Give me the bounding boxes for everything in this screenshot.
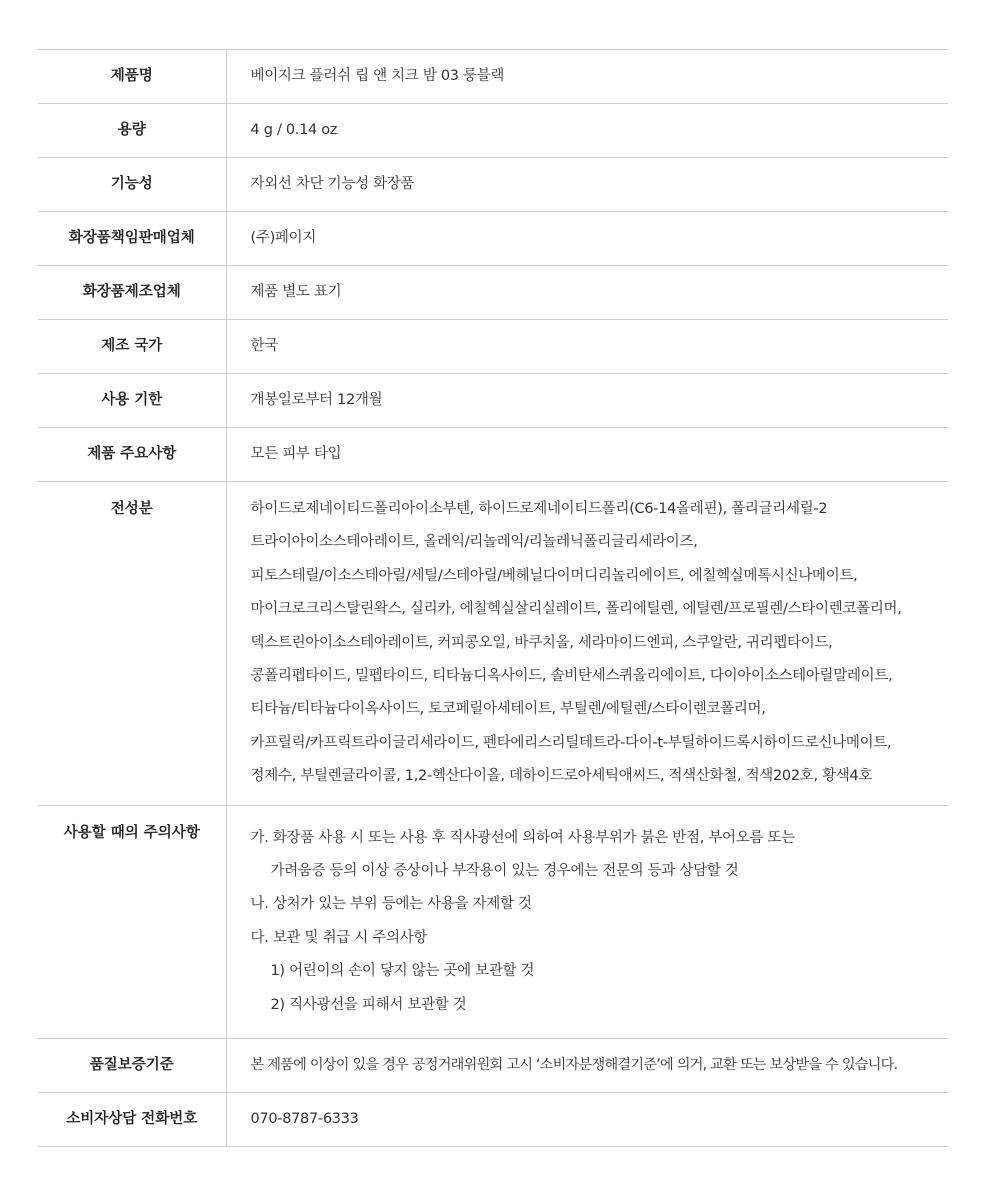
- caution-line: 가려움증 등의 이상 증상이나 부작용이 있는 경우에는 전문의 등과 상담할 것: [270, 863, 739, 880]
- info-row-ingredients: [38, 482, 948, 806]
- ingredients-line: 트라이아이소스테아레이트, 올레익/리놀레익/리놀레닉폴리글리세라이즈,: [250, 534, 698, 551]
- info-row-key-notes: [38, 428, 948, 482]
- row-value: (주)페이지: [250, 230, 317, 246]
- caution-line: 가. 화장품 사용 시 또는 사용 후 직사광선에 의하여 사용부위가 붉은 반점, 부어오름 또는: [250, 829, 795, 846]
- info-row-consumer-phone: [38, 1093, 948, 1147]
- row-label: 전성분: [38, 482, 226, 806]
- info-row-product-name: [38, 50, 948, 104]
- ingredients-line: 마이크로크리스탈린왁스, 실리카, 에칠헥실살리실레이트, 폴리에틸렌, 에틸렌/프로필렌/스타이렌코폴리머,: [250, 601, 902, 618]
- row-label: 사용할 때의 주의사항: [38, 805, 226, 1038]
- row-value: 한국: [250, 338, 278, 354]
- row-value: 모든 피부 타입: [250, 446, 342, 462]
- ingredients-line: 카프릴릭/카프릭트라이글리세라이드, 펜타에리스리틸테트라-다이-t-부틸하이드록시하이드로신나메이트,: [250, 734, 892, 751]
- row-label: 제조 국가: [38, 320, 226, 374]
- info-row-volume: [38, 104, 948, 158]
- product-info-table: [38, 49, 948, 1147]
- info-row-country: [38, 320, 948, 374]
- row-label: 제품 주요사항: [38, 428, 226, 482]
- ingredients-line: 덱스트린아이소스테아레이트, 커피콩오일, 바쿠치올, 세라마이드엔피, 스쿠알란, 귀리펩타이드,: [250, 634, 833, 651]
- ingredients-line: 티타늄/티타늄다이옥사이드, 토코페릴아세테이트, 부틸렌/에틸렌/스타이렌코폴리머,: [250, 701, 766, 718]
- ingredients-line: 하이드로제네이티드폴리아이소부텐, 하이드로제네이티드폴리(C6-14올레핀), 폴리글리세릴-2: [250, 501, 828, 517]
- caution-line: 다. 보관 및 취급 시 주의사항: [250, 929, 428, 946]
- phone-number: 070-8787-6333: [250, 1111, 359, 1128]
- row-value: 본 제품에 이상이 있을 경우 공정거래위원회 고시 ‘소비자분쟁해결기준’에 의거, 교환 또는 보상받을 수 있습니다.: [250, 1057, 898, 1074]
- cautions-list: [226, 805, 948, 1038]
- info-row-responsible-seller: [38, 212, 948, 266]
- row-label: 품질보증기준: [38, 1039, 226, 1093]
- row-label: 제품명: [38, 50, 226, 104]
- ingredients-line: 콩폴리펩타이드, 밀펩타이드, 티타늄디옥사이드, 솔비탄세스퀴올리에이트, 다이아이소스테아릴말레이트,: [250, 668, 893, 685]
- info-row-cautions: [38, 805, 948, 1038]
- row-label: 소비자상담 전화번호: [38, 1093, 226, 1147]
- info-row-functionality: [38, 158, 948, 212]
- info-row-manufacturer: [38, 266, 948, 320]
- info-row-expiry: [38, 374, 948, 428]
- row-label: 화장품제조업체: [38, 266, 226, 320]
- row-value: 제품 별도 표기: [250, 284, 342, 300]
- ingredients-line: 정제수, 부틸렌글라이콜, 1,2-헥산다이올, 데하이드로아세틱애씨드, 적색산화철, 적색202호, 황색4호: [250, 768, 873, 785]
- caution-line: 2) 직사광선을 피해서 보관할 것: [270, 996, 467, 1013]
- row-value: 자외선 차단 기능성 화장품: [250, 176, 415, 192]
- row-value: 개봉일로부터 12개월: [250, 392, 383, 408]
- ingredients-list: [226, 482, 948, 806]
- caution-line: 1) 어린이의 손이 닿지 않는 곳에 보관할 것: [270, 963, 535, 980]
- info-row-quality-standard: [38, 1039, 948, 1093]
- ingredients-line: 피토스테릴/이소스테아릴/세틸/스테아릴/베헤닐다이머디리놀리에이트, 에칠헥실메톡시신나메이트,: [250, 567, 858, 584]
- row-label: 용량: [38, 104, 226, 158]
- row-label: 화장품책임판매업체: [38, 212, 226, 266]
- caution-line: 나. 상처가 있는 부위 등에는 사용을 자제할 것: [250, 896, 532, 913]
- row-label: 사용 기한: [38, 374, 226, 428]
- row-value: 4 g / 0.14 oz: [250, 122, 338, 138]
- row-value: 베이지크 플러쉬 립 앤 치크 밤 03 룽블랙: [250, 68, 505, 84]
- row-label: 기능성: [38, 158, 226, 212]
